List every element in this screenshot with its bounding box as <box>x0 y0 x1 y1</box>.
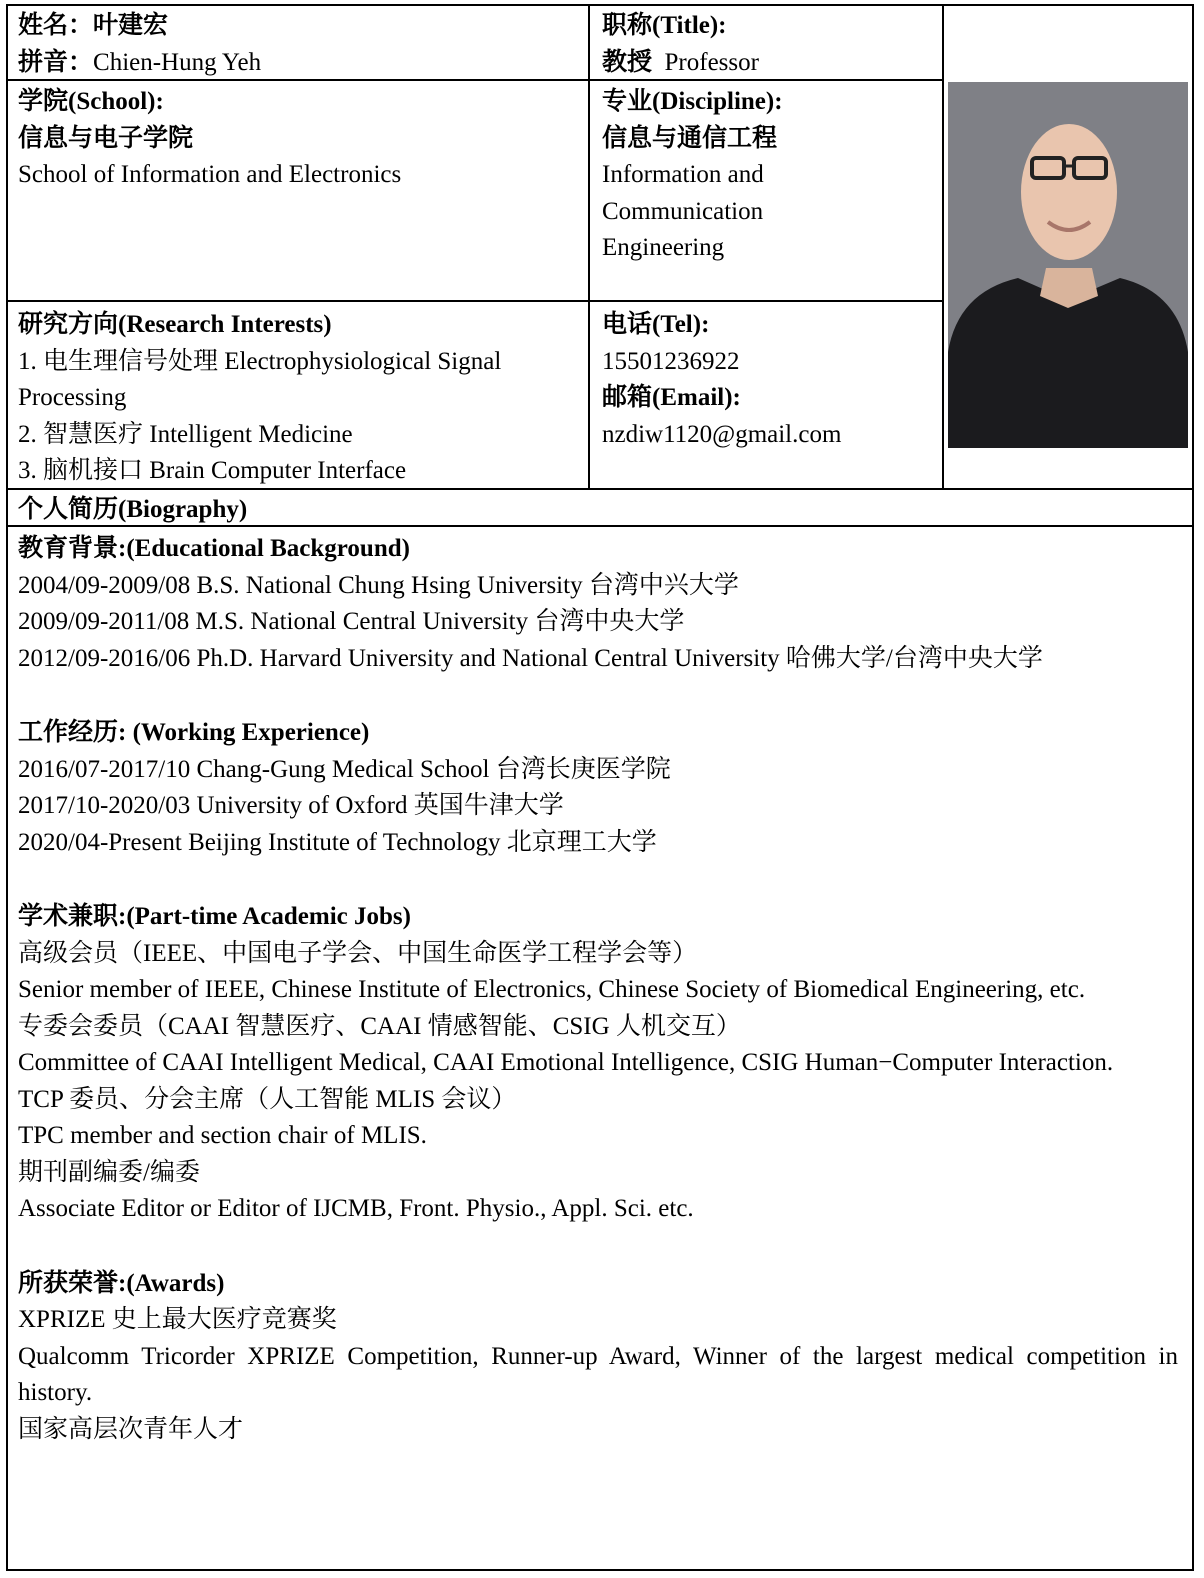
jobs-item: Senior member of IEEE, Chinese Institute of Electronics, Chinese Society of Biomedical Engineering, etc. <box>18 976 1086 1003</box>
discipline-label: 专业(Discipline): <box>602 88 783 115</box>
photo-divider <box>942 4 944 490</box>
tel-label: 电话(Tel): <box>602 311 710 338</box>
discipline-name-en-3: Engineering <box>602 234 725 261</box>
school-name-en: School of Information and Electronics <box>18 161 402 188</box>
discipline-cell <box>602 84 937 267</box>
title-cell <box>602 8 937 81</box>
jobs-item: Committee of CAAI Intelligent Medical, CAAI Emotional Intelligence, CSIG Human−Computer Interaction. <box>18 1049 1114 1076</box>
jobs-item: TCP 委员、分会主席（人工智能 MLIS 会议） <box>18 1085 517 1113</box>
jobs-item: 高级会员（IEEE、中国电子学会、中国生命医学工程学会等） <box>18 939 698 967</box>
education-item: 2004/09-2009/08 B.S. National Chung Hsing University 台湾中兴大学 <box>18 571 739 599</box>
awards-item: 国家高层次青年人才 <box>18 1415 244 1443</box>
title-cn: 教授 <box>602 48 653 76</box>
school-cell <box>18 84 583 194</box>
title-en: Professor <box>664 48 759 76</box>
research-item: 2. 智慧医疗 Intelligent Medicine <box>18 420 353 448</box>
contact-cell <box>602 307 937 453</box>
discipline-name-cn: 信息与通信工程 <box>602 124 778 152</box>
email-value: nzdiw1120@gmail.com <box>602 420 842 448</box>
column-divider <box>588 4 590 490</box>
awards-item: Qualcomm Tricorder XPRIZE Competition, Runner-up Award, Winner of the largest medical competition in history. <box>18 1342 1178 1406</box>
school-label: 学院(School): <box>18 88 164 115</box>
discipline-name-en-1: Information and <box>602 161 764 188</box>
jobs-item: 期刊副编委/编委 <box>18 1158 200 1186</box>
research-cell <box>18 307 583 490</box>
portrait-illustration <box>948 82 1188 448</box>
education-heading: 教育背景:(Educational Background) <box>18 535 410 562</box>
work-item: 2020/04-Present Beijing Institute of Technology 北京理工大学 <box>18 828 657 856</box>
spacer <box>18 1228 1178 1266</box>
awards-heading: 所获荣誉:(Awards) <box>18 1269 225 1297</box>
discipline-name-en-2: Communication <box>602 197 764 225</box>
face-shape <box>1021 124 1117 260</box>
row-divider <box>6 300 943 302</box>
pinyin-value: Chien-Hung Yeh <box>93 48 262 76</box>
name-label: 姓名：叶建宏 <box>18 12 169 39</box>
biography-label: 个人简历(Biography) <box>18 496 248 523</box>
research-label: 研究方向(Research Interests) <box>18 311 332 338</box>
research-item: Processing <box>18 384 127 411</box>
awards-item: XPRIZE 史上最大医疗竞赛奖 <box>18 1306 337 1333</box>
pinyin-label: 拼音： <box>18 48 94 76</box>
spacer <box>18 677 1178 715</box>
education-item: 2012/09-2016/06 Ph.D. Harvard University and National Central University 哈佛大学/台湾中央大学 <box>18 644 1043 672</box>
work-heading: 工作经历: (Working Experience) <box>18 719 370 746</box>
name-cell <box>18 8 583 81</box>
spacer <box>18 861 1178 899</box>
jobs-heading: 学术兼职:(Part-time Academic Jobs) <box>18 903 411 930</box>
school-name-cn: 信息与电子学院 <box>18 124 194 152</box>
title-line <box>602 45 937 82</box>
email-label: 邮箱(Email): <box>602 384 741 411</box>
work-item: 2017/10-2020/03 University of Oxford 英国牛津大学 <box>18 792 564 819</box>
research-item: 3. 脑机接口 Brain Computer Interface <box>18 457 407 484</box>
jobs-item: 专委会委员（CAAI 智慧医疗、CAAI 情感智能、CSIG 人机交互） <box>18 1012 741 1040</box>
jobs-item: TPC member and section chair of MLIS. <box>18 1122 427 1149</box>
work-item: 2016/07-2017/10 Chang-Gung Medical School 台湾长庚医学院 <box>18 755 671 783</box>
biography-section <box>18 531 1178 1448</box>
profile-photo <box>948 82 1188 448</box>
title-label: 职称(Title): <box>602 12 727 39</box>
education-item: 2009/09-2011/08 M.S. National Central University 台湾中央大学 <box>18 608 685 635</box>
tel-value: 15501236922 <box>602 347 740 375</box>
pinyin-line <box>18 45 583 82</box>
research-item: 1. 电生理信号处理 Electrophysiological Signal <box>18 347 502 375</box>
jobs-item: Associate Editor or Editor of IJCMB, Front. Physio., Appl. Sci. etc. <box>18 1195 694 1222</box>
